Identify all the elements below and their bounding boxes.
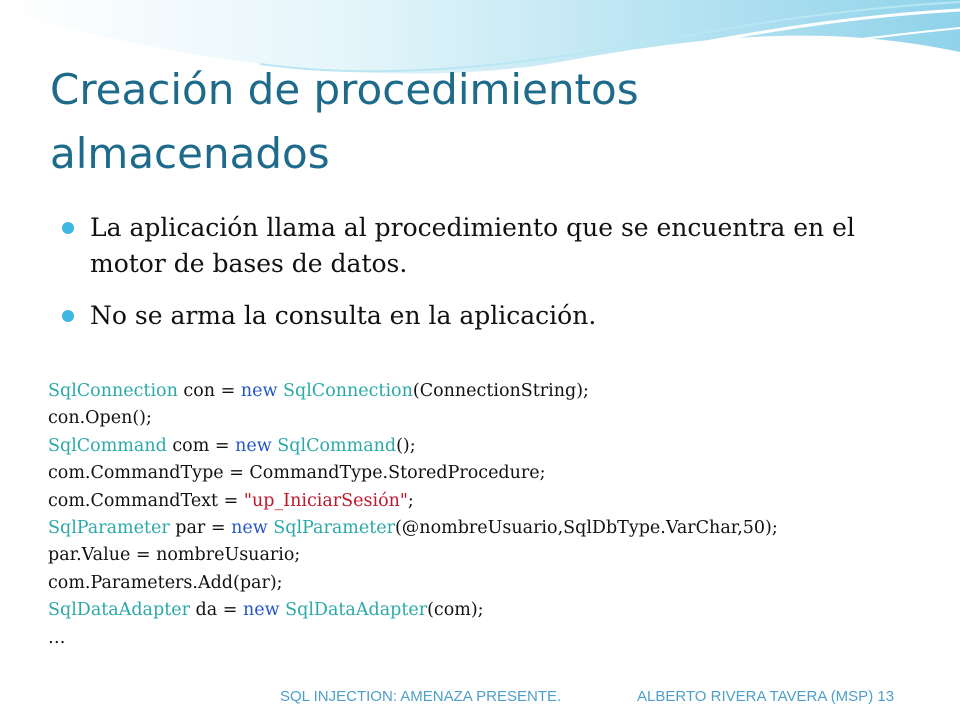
bullet-item — [62, 210, 922, 282]
code-keyword-token: new — [231, 517, 268, 538]
footer-author-page-number: ALBERTO RIVERA TAVERA (MSP) 13 — [637, 688, 895, 705]
bullet-text: No se arma la consulta en la aplicación. — [90, 301, 597, 330]
code-type-token: SqlParameter — [48, 517, 170, 538]
code-text-token: com.Parameters.Add(par); — [48, 572, 283, 593]
code-type-token: SqlConnection — [48, 381, 178, 401]
code-keyword-token: new — [235, 435, 272, 456]
code-text-token: con.Open(); — [48, 408, 152, 429]
code-type-token: SqlCommand — [277, 435, 397, 456]
code-line — [48, 625, 928, 652]
bullet-text: La aplicación llama al procedimiento que se encuentra en el motor de bases de datos. — [90, 213, 855, 278]
code-keyword-token: new — [240, 381, 278, 401]
code-text-token: … — [48, 627, 66, 648]
code-type-token: SqlConnection — [283, 381, 413, 401]
code-type-token: SqlParameter — [273, 517, 395, 538]
bullet-dot-icon — [62, 222, 74, 234]
code-line — [48, 542, 928, 569]
code-line — [48, 405, 928, 432]
code-text-token: con = — [177, 381, 241, 401]
code-text-token: com.CommandType = CommandType.StoredProcedure; — [48, 463, 546, 484]
code-type-token: SqlDataAdapter — [48, 600, 190, 621]
code-string-token: "up_IniciarSesión" — [243, 490, 408, 511]
code-text-token: (); — [396, 435, 416, 456]
code-type-token: SqlDataAdapter — [285, 600, 428, 621]
code-text-token: (@nombreUsuario,SqlDbType.VarChar,50); — [394, 517, 778, 538]
code-line — [48, 433, 928, 460]
code-text-token: par.Value = nombreUsuario; — [48, 545, 301, 566]
code-line — [48, 570, 928, 597]
bullet-list — [62, 210, 922, 350]
code-line — [48, 597, 928, 624]
code-text-token: com.CommandText = — [48, 490, 244, 511]
code-keyword-token: new — [242, 600, 280, 621]
code-line — [48, 488, 928, 515]
code-line — [48, 378, 928, 405]
code-line — [48, 515, 928, 542]
code-type-token: SqlCommand — [48, 435, 167, 456]
footer-presentation-title: SQL INJECTION: AMENAZA PRESENTE. — [280, 688, 562, 705]
code-text-token: com = — [166, 435, 236, 456]
code-text-token: (ConnectionString); — [412, 381, 589, 401]
code-text-token: par = — [169, 517, 232, 538]
code-block — [48, 378, 928, 652]
code-line — [48, 460, 928, 487]
bullet-dot-icon — [62, 310, 74, 322]
code-text-token: da = — [189, 600, 243, 621]
code-text-token: (com); — [427, 600, 484, 621]
slide-title: Creación de procedimientos almacenados — [50, 65, 639, 178]
bullet-item — [62, 298, 922, 334]
code-text-token: ; — [407, 490, 414, 511]
